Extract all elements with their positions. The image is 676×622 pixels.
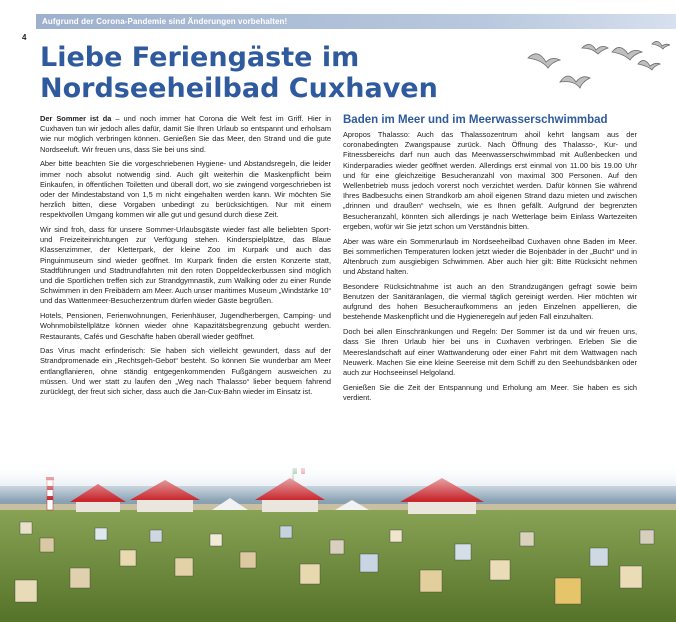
- right-column: [343, 114, 637, 408]
- intro-text: – und noch immer hat Corona die Welt fest im Griff. Hier in Cuxhaven tun wir jedoch alles dafür, damit Sie Ihren Urlaub so entspannt und erholsam wie nur möglich verbringen können. Genießen Sie das Meer, den Strand und die gute Nordseeluft. Wir freuen uns, dass Sie bei uns sind.: [40, 114, 331, 154]
- seagull-icon: [528, 41, 670, 88]
- intro-lead: Der Sommer ist da: [40, 114, 112, 123]
- promenade-paragraph: Das Virus macht erfinderisch: Sie haben sich vielleicht gewundert, dass auf der Strandpromenade ein „Rechtsgeh-Gebot“ besteht. So können Sie wunderbar am Meer entlangflanieren, ohne ständig entgegenkommenden Fußgängern ausweichen zu müssen. Und wer statt zu laufen den „Weg nach Thalasso“ lieber bequem fahrend zurücklegt, der freut sich sicher, dass auch die Jan-Cux-Bahn wieder im Einsatz ist.: [40, 346, 331, 397]
- header-banner: Aufgrund der Corona-Pandemie sind Änderungen vorbehalten!: [36, 14, 676, 29]
- consideration-paragraph: Besondere Rücksichtnahme ist auch an den Strandzugängen gefragt sowie beim Benutzen der Sanitäranlagen, die viermal täglich gereinigt werden. Hier möchten wir aufgrund des hohen Besucheraufkommens an jeden Einzelnen appellieren, die bestehende Maskenpflicht und die Hygieneregeln auf jeden Fall einzuhalten.: [343, 281, 637, 322]
- hygiene-paragraph: Aber bitte beachten Sie die vorgeschriebenen Hygiene- und Abstandsregeln, die leider immer noch absolut notwendig sind. Auch gilt weiterhin die Maskenpflicht beim Einkaufen, in öffentlichen Toiletten und überall dort, wo sie zwingend vorgeschrieben ist oder der Mindestabstand von 1,5 m nicht eingehalten werden kann. Wir möchten Sie herzlich bitten, diese Vorgaben unbedingt zu berücksichtigen. Nur mit einem respektvollen Umgang kommen wir alle gut und gesund durch diese Zeit.: [40, 159, 331, 220]
- lighthouse-icon: [46, 477, 54, 510]
- page-number: 4: [22, 33, 27, 42]
- swimming-paragraph: Aber was wäre ein Sommerurlaub im Nordseeheilbad Cuxhaven ohne Baden im Meer. Bei sommerlichen Temperaturen locken jetzt wieder die Bojenbäder in der „Bucht“ und in Altenbruch zum ausgiebigen Schwimmen. Aber auch hier gilt: Bitte Rücksicht nehmen und Abstand halten.: [343, 236, 637, 277]
- seagulls-illustration: [520, 40, 670, 110]
- intro-paragraph: [40, 114, 331, 155]
- enjoy-paragraph: Doch bei allen Einschränkungen und Regeln: Der Sommer ist da und wir freuen uns, dass Sie Ihren Urlaub hier bei uns in Cuxhaven verbringen. Erleben Sie die Meereslandschaft auf einer Wattwanderung oder einer Fahrt mit dem Wattwagen nach Neuwerk. Machen Sie eine kleine Seereise mit dem Schiff zu den Seehundsbänken oder auch zur Hochseeinsel Helgoland.: [343, 327, 637, 377]
- left-column: [40, 114, 331, 402]
- title-line-2: Nordseeheilbad Cuxhaven: [40, 73, 438, 104]
- beach-photo: [0, 460, 676, 622]
- section-heading: Baden im Meer und im Meerwasserschwimmbad: [343, 114, 608, 126]
- page-title: [40, 42, 500, 104]
- thalasso-paragraph: Apropos Thalasso: Auch das Thalassozentrum ahoil kehrt langsam aus der coronabedingten Zwangspause zurück. Nach Öffnung des Thalasso-, Kur- und Fitnessbereichs darf nun auch das Meerwasserschwimmbad mit Außenbecken und Kinderparadies wieder geöffnet werden. Allerdings erst einmal von 11.00 bis 19.00 Uhr und für eine gleichzeitige Besucheranzahl von maximal 300 Personen. Auf den Wellenbetrieb muss jedoch vorerst noch verzichtet werden. Dafür können Sie während Ihres Badbesuchs einen Strandkorb am ahoil eigenen Strand dazu mieten und zwischen „drinnen und draußen“ wechseln, wie es Ihnen gefällt. Aufgrund der begrenzten Besucheranzahl, könnten sich allerdings je nach Wetterlage beim Einlass Wartezeiten ergeben, wofür wir Sie jetzt schon um Verständnis bitten.: [343, 130, 637, 231]
- title-line-1: Liebe Feriengäste im: [40, 42, 360, 73]
- leisure-paragraph: Wir sind froh, dass für unsere Sommer-Urlaubsgäste wieder fast alle beliebten Sport- und Freizeiteinrichtungen zur Verfügung stehen. Kinderspielplätze, das Blaue Klassenzimmer, der Kletterpark, der kleine Zoo im Kurpark und auch das Pinguinmuseum sind wieder geöffnet. Im Kurpark finden die ersten Konzerte statt, Stadtführungen und Stadtrundfahrten mit den roten Doppeldeckerbussen sind möglich und die Sportlichen treffen sich zur Strandgymnastik, zum Walking oder zu einer Runde Schwimmen in den Freibädern am Meer. Auch unser maritimes Museum „Windstärke 10“ und das Wattenmeer-Besucherzentrum dürfen wieder Gäste begrüßen.: [40, 225, 331, 306]
- closing-paragraph: Genießen Sie die Zeit der Entspannung und Erholung am Meer. Sie haben es sich verdient.: [343, 382, 637, 402]
- accommodation-paragraph: Hotels, Pensionen, Ferienwohnungen, Ferienhäuser, Jugendherbergen, Camping- und Wohnmobilstellplätze können wieder ohne Kapazitätsbegrenzung gebucht werden. Restaurants, Cafés und Geschäfte haben überall wieder geöffnet.: [40, 311, 331, 341]
